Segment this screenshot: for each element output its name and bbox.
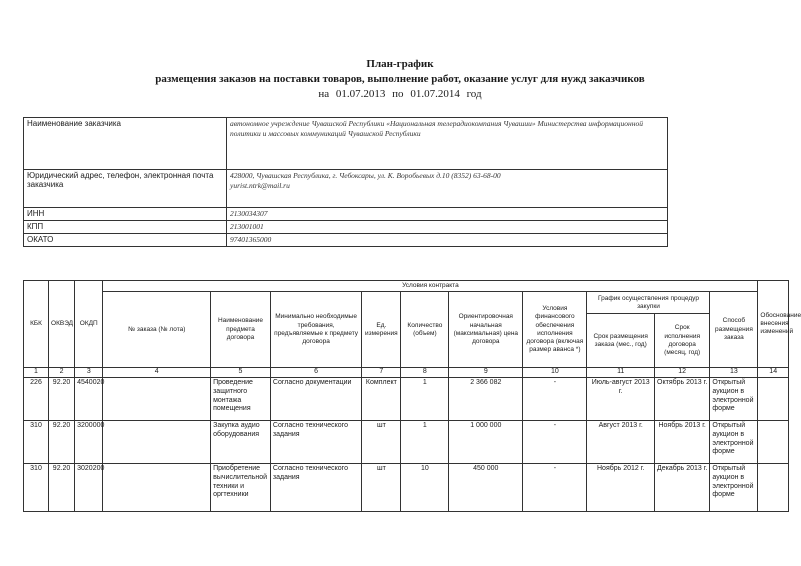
- col-okved: ОКВЭД: [49, 281, 75, 368]
- col-placement: Срок размещения заказа (мес., год): [587, 314, 654, 368]
- col-num-14: 14: [758, 368, 789, 378]
- cell-order-no: [103, 421, 211, 464]
- cell-order-no: [103, 464, 211, 512]
- customer-name-value: автономное учреждение Чувашской Республики «Национальная телерадиокомпания Чувашии» Министерства информационной политики и массовых коммуникаций Чувашской Республики: [227, 118, 668, 170]
- col-num-6: 6: [270, 368, 361, 378]
- cell-placement: Август 2013 г.: [587, 421, 654, 464]
- col-num-8: 8: [401, 368, 449, 378]
- table-row: [24, 464, 789, 512]
- col-price: Ориентировочная начальная (максимальная) цена договора: [449, 292, 523, 368]
- cell-okdp: 3020200: [75, 464, 103, 512]
- column-numbers-row: [24, 368, 789, 378]
- col-num-5: 5: [211, 368, 271, 378]
- col-num-9: 9: [449, 368, 523, 378]
- customer-okato-value: 97401365000: [227, 234, 668, 247]
- cell-quantity: 10: [401, 464, 449, 512]
- col-kbk: КБК: [24, 281, 49, 368]
- document-subtitle: размещения заказов на поставки товаров, выполнение работ, оказание услуг для нужд заказчиков: [155, 73, 645, 85]
- cell-order-no: [103, 378, 211, 421]
- customer-name-label: Наименование заказчика: [24, 118, 227, 170]
- cell-requirements: Согласно технического задания: [270, 421, 361, 464]
- cell-quantity: 1: [401, 378, 449, 421]
- cell-okved: 92.20: [49, 378, 75, 421]
- cell-okved: 92.20: [49, 464, 75, 512]
- customer-kpp-value: 213001001: [227, 221, 668, 234]
- procurement-plan-table: [23, 280, 801, 512]
- col-finance: Условия финансового обеспечения исполнения договора (включая размер аванса *): [523, 292, 587, 368]
- cell-justification: [758, 464, 789, 512]
- col-quantity: Количество (объем): [401, 292, 449, 368]
- customer-inn-value: 2130034307: [227, 208, 668, 221]
- cell-unit: шт: [362, 421, 401, 464]
- col-conditions-group: Условия контракта: [103, 281, 758, 292]
- customer-okato-row: [24, 234, 668, 247]
- period-from: 01.07.2013: [335, 88, 386, 100]
- col-subject: Наименование предмета договора: [211, 292, 271, 368]
- cell-okdp: 3200000: [75, 421, 103, 464]
- cell-execution: Декабрь 2013 г.: [654, 464, 709, 512]
- customer-address-value: 428000, Чувашская Республика, г. Чебоксары, ул. К. Воробьевых д.10 (8352) 63-68-00: [230, 171, 501, 180]
- cell-finance: -: [523, 421, 587, 464]
- col-num-7: 7: [362, 368, 401, 378]
- period-to: 01.07.2014: [410, 88, 460, 100]
- cell-finance: -: [523, 464, 587, 512]
- customer-okato-label: ОКАТО: [24, 234, 227, 247]
- cell-requirements: Согласно документации: [270, 378, 361, 421]
- col-num-10: 10: [523, 368, 587, 378]
- customer-address-row: [24, 170, 668, 208]
- cell-kbk: 226: [24, 378, 49, 421]
- cell-method: Открытый аукцион в электронной форме: [710, 421, 758, 464]
- table-row: [24, 378, 789, 421]
- col-num-12: 12: [654, 368, 709, 378]
- table-header-row-2: [24, 292, 789, 314]
- cell-execution: Октябрь 2013 г.: [654, 378, 709, 421]
- table-header-row-1: [24, 281, 789, 292]
- col-num-1: 1: [24, 368, 49, 378]
- col-num-4: 4: [103, 368, 211, 378]
- cell-placement: Июль-август 2013 г.: [587, 378, 654, 421]
- col-order-no: № заказа (№ лота): [103, 292, 211, 368]
- customer-email-value: yurist.ntrk@mail.ru: [230, 181, 290, 191]
- col-num-13: 13: [710, 368, 758, 378]
- cell-okved: 92.20: [49, 421, 75, 464]
- period-prefix: на: [318, 88, 330, 100]
- customer-kpp-row: [24, 221, 668, 234]
- cell-subject: Проведение защитного монтажа помещения: [211, 378, 271, 421]
- document-title: План-график: [366, 58, 434, 70]
- customer-kpp-label: КПП: [24, 221, 227, 234]
- col-schedule-group: График осуществления процедур закупки: [587, 292, 710, 314]
- customer-inn-label: ИНН: [24, 208, 227, 221]
- cell-execution: Ноябрь 2013 г.: [654, 421, 709, 464]
- table-row: [24, 421, 789, 464]
- cell-price: 2 366 082: [449, 378, 523, 421]
- period-suffix: год: [466, 88, 482, 100]
- cell-okdp: 4540020: [75, 378, 103, 421]
- cell-quantity: 1: [401, 421, 449, 464]
- customer-address-cell: [227, 170, 668, 208]
- cell-justification: [758, 421, 789, 464]
- col-execution: Срок исполнения договора (месяц, год): [654, 314, 709, 368]
- cell-placement: Ноябрь 2012 г.: [587, 464, 654, 512]
- cell-requirements: Согласно технического задания: [270, 464, 361, 512]
- cell-price: 1 000 000: [449, 421, 523, 464]
- col-num-3: 3: [75, 368, 103, 378]
- cell-method: Открытый аукцион в электронной форме: [710, 464, 758, 512]
- cell-unit: Комплект: [362, 378, 401, 421]
- cell-subject: Приобретение вычислительной техники и оргтехники: [211, 464, 271, 512]
- col-justification: Обоснование внесения изменений: [758, 281, 789, 368]
- cell-unit: шт: [362, 464, 401, 512]
- period-mid: по: [392, 88, 404, 100]
- col-okdp: ОКДП: [75, 281, 103, 368]
- cell-price: 450 000: [449, 464, 523, 512]
- cell-kbk: 310: [24, 464, 49, 512]
- cell-finance: -: [523, 378, 587, 421]
- cell-method: Открытый аукцион в электронной форме: [710, 378, 758, 421]
- customer-info-table: [23, 117, 668, 247]
- customer-name-row: [24, 118, 668, 170]
- col-unit: Ед. измерения: [362, 292, 401, 368]
- document-period: [0, 88, 800, 100]
- col-num-2: 2: [49, 368, 75, 378]
- col-num-11: 11: [587, 368, 654, 378]
- customer-inn-row: [24, 208, 668, 221]
- cell-subject: Закупка аудио оборудования: [211, 421, 271, 464]
- customer-address-label: Юридический адрес, телефон, электронная почта заказчика: [24, 170, 227, 208]
- col-requirements: Минимально необходимые требования, предъявляемые к предмету договора: [270, 292, 361, 368]
- cell-kbk: 310: [24, 421, 49, 464]
- col-method: Способ размещения заказа: [710, 292, 758, 368]
- cell-justification: [758, 378, 789, 421]
